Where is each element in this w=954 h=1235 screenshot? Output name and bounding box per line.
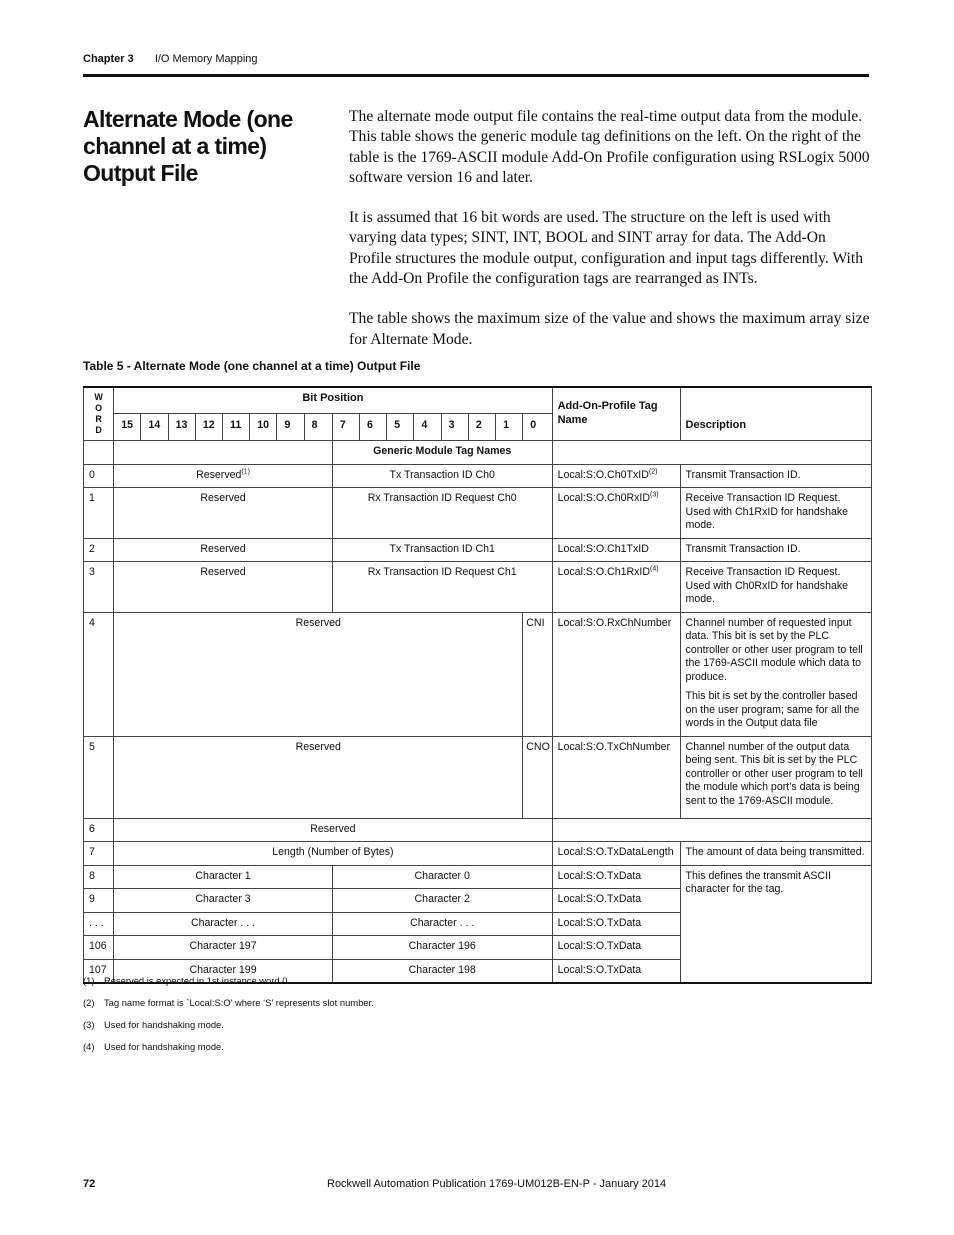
word-number: 4 xyxy=(84,612,114,736)
table-row xyxy=(84,865,872,889)
paragraph: The alternate mode output file contains the real-time output data from the module. This table shows the generic module tag definitions on the left. On the right of the table is the 1769-ASCII module Add-On Profile configuration using RSLogix 5000 software version 16 and later. xyxy=(349,108,870,186)
description-cell: Receive Transaction ID Request. Used with Ch1RxID for handshake mode. xyxy=(680,488,871,539)
footnote-ref: (1) xyxy=(241,467,250,475)
description-cell: Channel number of the output data being sent. This bit is set by the PLC controller or other user program to tell the module which port’s data is being sent to the 1769-ASCII module. xyxy=(680,736,871,818)
word-number: 8 xyxy=(84,865,114,889)
low-byte-cell: Rx Transaction ID Request Ch0 xyxy=(332,488,552,539)
page-header xyxy=(83,53,258,65)
aop-tag-cell: Local:S:O.Ch1TxID xyxy=(552,538,680,562)
aop-tag-cell: Local:S:O.TxData xyxy=(552,959,680,983)
aop-tag: Local:S:O.Ch1RxID xyxy=(557,566,651,578)
footnote-number: (1) xyxy=(83,975,95,986)
table-row xyxy=(84,488,872,539)
footnote xyxy=(83,975,290,986)
high-byte-cell: Reserved xyxy=(114,488,333,539)
word-letter: R xyxy=(95,414,102,424)
word-number: . . . xyxy=(84,912,114,936)
high-byte-cell: Character 199 xyxy=(114,959,333,983)
bit-number: 7 xyxy=(332,413,359,440)
description-cell: Transmit Transaction ID. xyxy=(680,464,871,488)
footnote-text: Used for handshaking mode. xyxy=(104,1041,224,1052)
length-cell: Length (Number of Bytes) xyxy=(114,842,552,866)
aop-tag-header: Add-On-Profile Tag Name xyxy=(552,387,680,441)
description-header: Description xyxy=(680,387,871,441)
aop-tag-cell: Local:S:O.TxChNumber xyxy=(552,736,680,818)
table-header-row xyxy=(84,387,872,413)
aop-tag-cell: Local:S:O.TxData xyxy=(552,936,680,960)
bit-number: 13 xyxy=(168,413,195,440)
bit-number: 0 xyxy=(523,413,552,440)
high-byte-cell: Reserved xyxy=(114,538,333,562)
high-byte-cell: Character 197 xyxy=(114,936,333,960)
bit-number: 6 xyxy=(360,413,387,440)
word-number: 3 xyxy=(84,562,114,613)
reserved-cell: Reserved xyxy=(114,736,523,818)
table-row xyxy=(84,562,872,613)
section-title: Alternate Mode (one channel at a time) Output File xyxy=(83,106,293,186)
aop-tag: Local:S:O.Ch0RxID xyxy=(557,492,651,504)
paragraph: It is assumed that 16 bit words are used. The structure on the left is used with varying data types; SINT, INT, BOOL and SINT array for data. The Add-On Profile structures the module output, configuration and input tags differently. With the Add-On Profile the configuration tags are rearranged as INTs. xyxy=(349,209,864,288)
word-header xyxy=(84,387,114,441)
word-letter: W xyxy=(94,392,103,402)
aop-tag: Local:S:O.Ch0TxID xyxy=(557,468,649,481)
word-number: 106 xyxy=(84,936,114,960)
high-byte-cell xyxy=(114,464,333,488)
word-number: 2 xyxy=(84,538,114,562)
page-number: 72 xyxy=(83,1178,96,1190)
bit-number: 14 xyxy=(141,413,168,440)
aop-tag-cell: Local:S:O.RxChNumber xyxy=(552,612,680,736)
bit-number: 12 xyxy=(195,413,222,440)
bit-number: 8 xyxy=(304,413,332,440)
footnote-ref: (2) xyxy=(648,467,658,475)
aop-tag-cell: Local:S:O.TxDataLength xyxy=(552,842,680,866)
bit-number: 5 xyxy=(387,413,414,440)
header-rule xyxy=(83,74,869,77)
bit-number: 9 xyxy=(277,413,304,440)
footnote-ref: (3) xyxy=(650,491,659,499)
table-row xyxy=(84,818,872,842)
table-row xyxy=(84,612,872,736)
aop-tag-cell xyxy=(552,488,680,539)
low-byte-cell: Character 2 xyxy=(332,889,552,913)
description-cell: This defines the transmit ASCII character for the tag. xyxy=(680,865,871,983)
chapter-label: Chapter 3 xyxy=(83,53,134,65)
word-letter: D xyxy=(95,425,102,435)
word-number: 7 xyxy=(84,842,114,866)
bit-number: 10 xyxy=(250,413,277,440)
word-number: 107 xyxy=(84,959,114,983)
footnote-text: Used for handshaking mode. xyxy=(104,1019,224,1030)
publication-info: Rockwell Automation Publication 1769-UM012B-EN-P - January 2014 xyxy=(327,1178,667,1190)
bit-number: 1 xyxy=(496,413,523,440)
footnote xyxy=(83,1019,224,1030)
bit-number: 3 xyxy=(441,413,468,440)
bit-position-header: Bit Position xyxy=(114,387,552,413)
aop-tag-cell: Local:S:O.TxData xyxy=(552,889,680,913)
bit-number: 11 xyxy=(223,413,250,440)
footnote-number: (2) xyxy=(83,997,95,1008)
aop-tag-cell: Local:S:O.TxData xyxy=(552,865,680,889)
description-cell xyxy=(680,612,871,736)
table-row xyxy=(84,736,872,818)
high-byte-cell: Character 3 xyxy=(114,889,333,913)
footnote-ref: (4) xyxy=(650,565,659,573)
generic-tag-header: Generic Module Tag Names xyxy=(332,441,552,465)
word-number: 1 xyxy=(84,488,114,539)
word-number: 9 xyxy=(84,889,114,913)
footnote xyxy=(83,997,374,1008)
table-row xyxy=(84,538,872,562)
body-text xyxy=(349,107,871,370)
table-row xyxy=(84,842,872,866)
empty-cell xyxy=(552,441,871,465)
bit0-cell: CNI xyxy=(523,612,552,736)
footnote-number: (3) xyxy=(83,1019,95,1030)
description-paragraph: Channel number of requested input data. This bit is set by the PLC controller or other user program to tell the 1769-ASCII module which data to produce. xyxy=(685,616,863,683)
empty-cell xyxy=(114,441,333,465)
low-byte-cell: Character . . . xyxy=(332,912,552,936)
paragraph: The table shows the maximum size of the value and shows the maximum array size for Alternate Mode. xyxy=(349,310,870,348)
low-byte-cell: Character 0 xyxy=(332,865,552,889)
description-paragraph: This bit is set by the controller based on the user program; same for all the words in the Output data file xyxy=(685,690,860,729)
word-number: 6 xyxy=(84,818,114,842)
low-byte-cell: Character 196 xyxy=(332,936,552,960)
reserved-cell: Reserved xyxy=(114,612,523,736)
bit-number: 15 xyxy=(114,413,141,440)
footnote-text: Tag name format is `Local:S:O’ where ‘S’ represents slot number. xyxy=(104,997,374,1008)
bit-number: 4 xyxy=(414,413,441,440)
high-byte-cell: Character 1 xyxy=(114,865,333,889)
aop-tag-cell xyxy=(552,562,680,613)
bit-number: 2 xyxy=(468,413,495,440)
empty-cell xyxy=(84,441,114,465)
word-number: 5 xyxy=(84,736,114,818)
description-cell: The amount of data being transmitted. xyxy=(680,842,871,866)
output-file-table xyxy=(83,386,872,984)
section-label: I/O Memory Mapping xyxy=(154,53,258,65)
aop-tag-cell xyxy=(552,464,680,488)
low-byte-cell: Character 198 xyxy=(332,959,552,983)
word-number: 0 xyxy=(84,464,114,488)
description-cell: Receive Transaction ID Request. Used with Ch0RxID for handshake mode. xyxy=(680,562,871,613)
footnote-number: (4) xyxy=(83,1041,95,1052)
low-byte-cell: Tx Transaction ID Ch1 xyxy=(332,538,552,562)
high-byte-label: Reserved xyxy=(196,468,242,481)
table-row xyxy=(84,464,872,488)
table-caption: Table 5 - Alternate Mode (one channel at a time) Output File xyxy=(83,359,421,373)
word-letter: O xyxy=(95,403,103,413)
low-byte-cell: Rx Transaction ID Request Ch1 xyxy=(332,562,552,613)
aop-tag-cell: Local:S:O.TxData xyxy=(552,912,680,936)
low-byte-cell: Tx Transaction ID Ch0 xyxy=(332,464,552,488)
bit0-cell: CNO xyxy=(523,736,552,818)
footnote xyxy=(83,1041,224,1052)
high-byte-cell: Reserved xyxy=(114,562,333,613)
footnote-text: Reserved is expected in 1st instance word 0. xyxy=(104,975,291,986)
description-cell: Transmit Transaction ID. xyxy=(680,538,871,562)
empty-cell xyxy=(552,818,871,842)
high-byte-cell: Character . . . xyxy=(114,912,333,936)
reserved-cell: Reserved xyxy=(114,818,552,842)
generic-header-row xyxy=(84,441,872,465)
